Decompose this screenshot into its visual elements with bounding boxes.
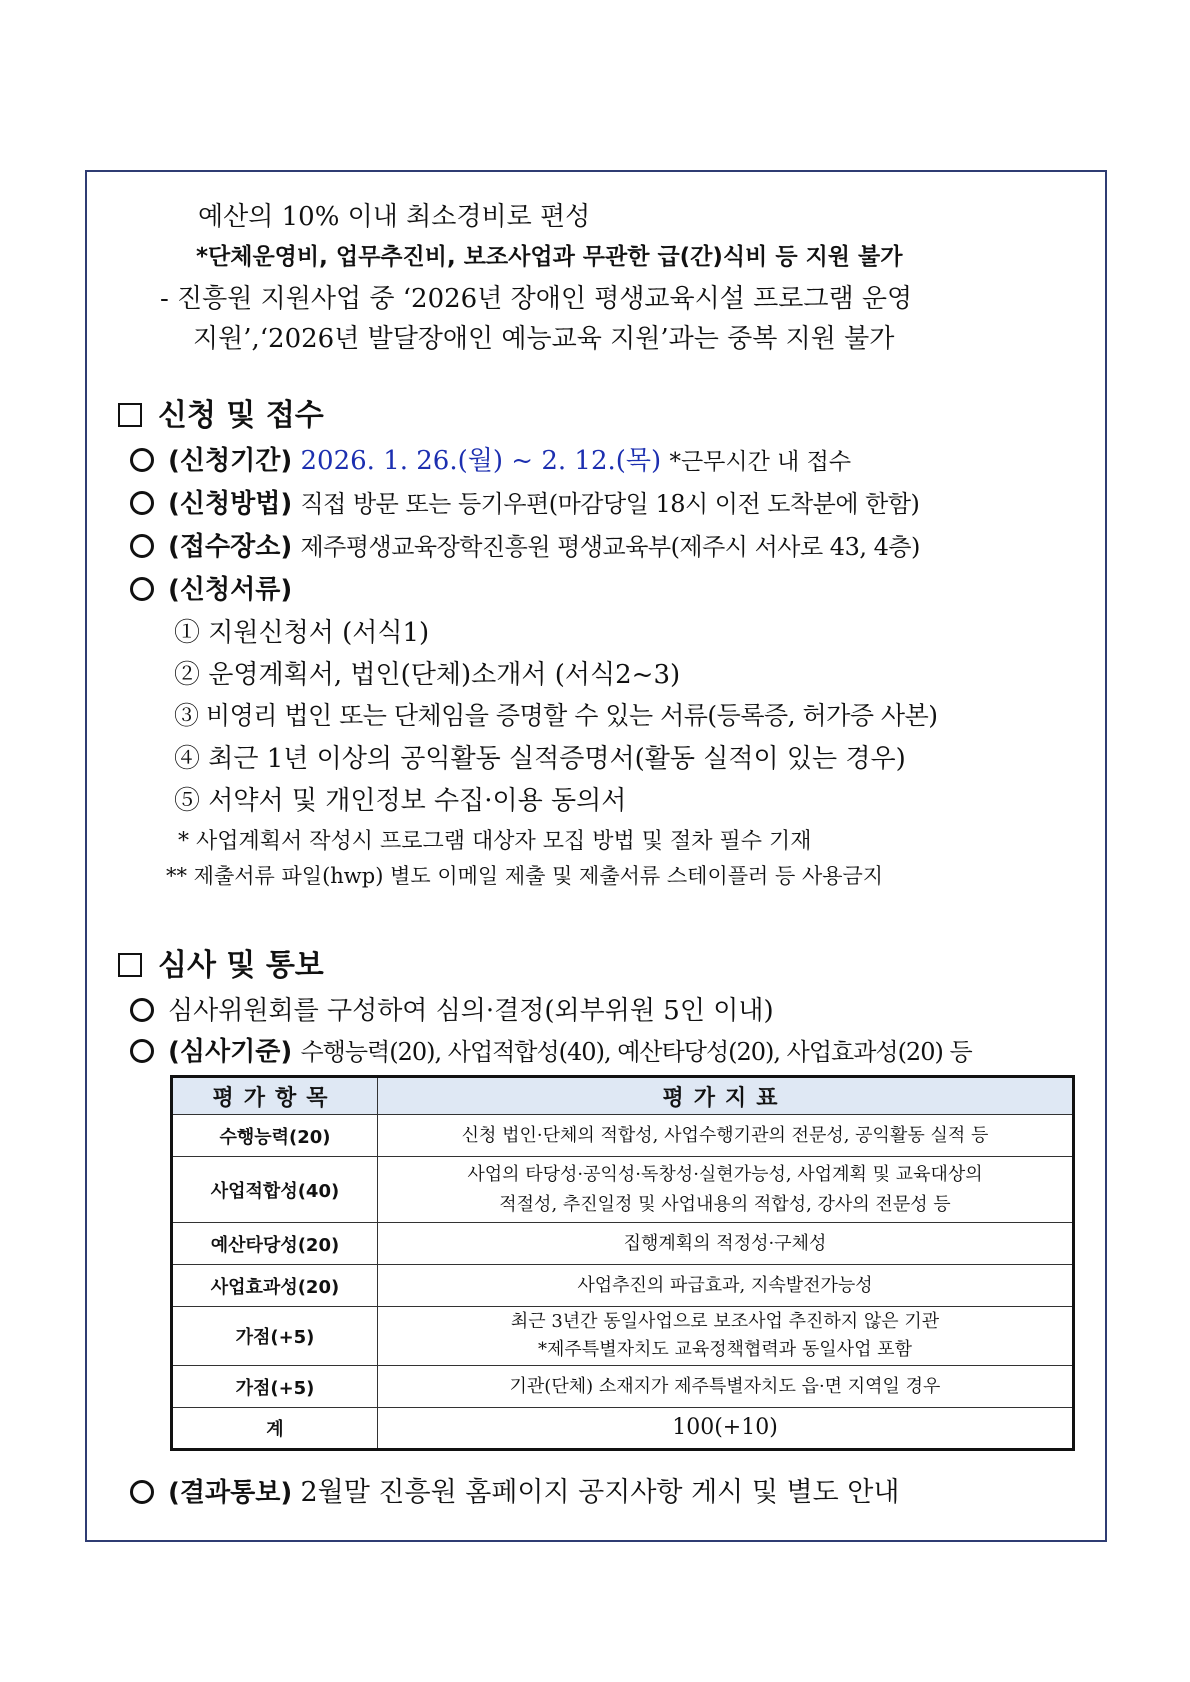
doc-item-5: ⑤ 서약서 및 개인정보 수집·이용 동의서 [174, 786, 627, 816]
duplicate-line-1: - 진흥원 지원사업 중 ‘2026년 장애인 평생교육시설 프로그램 운영 [160, 284, 913, 314]
checkbox-square-icon [118, 953, 142, 977]
table-row [172, 1307, 1074, 1366]
table-header-indicator: 평가지표 [378, 1077, 1074, 1115]
apply-docs-label: (신청서류) [168, 575, 293, 605]
doc-item-4: ④ 최근 1년 이상의 공익활동 실적증명서(활동 실적이 있는 경우) [174, 744, 906, 774]
review-result [130, 1470, 899, 1509]
table-cell-desc [378, 1307, 1074, 1366]
review-committee-text: 심사위원회를 구성하여 심의·결정(외부위원 5인 이내) [168, 996, 774, 1026]
table-cell-desc-line: 최근 3년간 동일사업으로 보조사업 추진하지 않은 기관 [510, 1311, 940, 1332]
checkbox-square-icon [118, 403, 142, 427]
table-cell-item: 사업효과성(20) [172, 1265, 378, 1307]
table-cell-desc-line: 집행계획의 적정성·구체성 [623, 1232, 827, 1254]
table-cell-desc-line: 사업추진의 파급효과, 지속발전가능성 [577, 1274, 873, 1296]
table-row [172, 1223, 1074, 1265]
docs-note-1: * 사업계획서 작성시 프로그램 대상자 모집 방법 및 절차 필수 기재 [178, 829, 812, 854]
apply-period-value: 2026. 1. 26.(월) ~ 2. 12.(목) [300, 446, 662, 476]
doc-item-2: ② 운영계획서, 법인(단체)소개서 (서식2~3) [174, 660, 681, 690]
table-row [172, 1115, 1074, 1157]
circle-bullet-icon [130, 491, 154, 515]
evaluation-table [170, 1075, 1075, 1451]
table-cell-item: 사업적합성(40) [172, 1157, 378, 1223]
section-heading-review-text: 심사 및 통보 [158, 948, 324, 983]
apply-period-label: (신청기간) [168, 446, 293, 476]
circle-bullet-icon [130, 1480, 154, 1504]
table-cell-item: 예산타당성(20) [172, 1223, 378, 1265]
docs-note-2: ** 제출서류 파일(hwp) 별도 이메일 제출 및 제출서류 스테이플러 등 사용금지 [166, 864, 884, 888]
table-cell-desc [378, 1157, 1074, 1223]
table-cell-desc [378, 1265, 1074, 1307]
review-criteria-label: (심사기준) [168, 1037, 293, 1067]
table-cell-desc-line: 신청 법인·단체의 적합성, 사업수행기관의 전문성, 공익활동 실적 등 [461, 1124, 989, 1146]
doc-item-1: ① 지원신청서 (서식1) [174, 618, 430, 648]
review-criteria-value: 수행능력(20), 사업적합성(40), 예산타당성(20), 사업효과성(20) 등 [300, 1038, 972, 1066]
budget-line: 예산의 10% 이내 최소경비로 편성 [198, 202, 591, 232]
table-cell-desc-line: 기관(단체) 소재지가 제주특별자치도 읍·면 지역일 경우 [509, 1375, 941, 1397]
doc-item-3: ③ 비영리 법인 또는 단체임을 증명할 수 있는 서류(등록증, 허가증 사본) [174, 701, 938, 730]
duplicate-line-2: 지원’,‘2026년 발달장애인 예능교육 지원’과는 중복 지원 불가 [193, 324, 895, 354]
table-cell-desc-line: 적절성, 추진일정 및 사업내용의 적합성, 강사의 전문성 등 [499, 1193, 951, 1215]
table-row [172, 1366, 1074, 1408]
circle-bullet-icon [130, 577, 154, 601]
section-heading-apply [118, 390, 324, 434]
apply-period [130, 440, 851, 477]
review-criteria [130, 1031, 972, 1068]
circle-bullet-icon [130, 448, 154, 472]
table-cell-desc [378, 1115, 1074, 1157]
apply-docs [130, 569, 292, 606]
apply-method-label: (신청방법) [168, 489, 293, 519]
table-total-label: 계 [172, 1408, 378, 1450]
apply-place-label: (접수장소) [168, 532, 293, 562]
apply-method-value: 직접 방문 또는 등기우편(마감당일 18시 이전 도착분에 한함) [300, 490, 920, 518]
circle-bullet-icon [130, 998, 154, 1022]
apply-period-note: *근무시간 내 접수 [669, 449, 852, 475]
table-cell-desc [378, 1223, 1074, 1265]
table-cell-item: 가점(+5) [172, 1366, 378, 1408]
table-row [172, 1265, 1074, 1307]
table-cell-item: 가점(+5) [172, 1307, 378, 1366]
table-cell-item: 수행능력(20) [172, 1115, 378, 1157]
apply-method [130, 483, 919, 520]
budget-note: *단체운영비, 업무추진비, 보조사업과 무관한 급(간)식비 등 지원 불가 [196, 244, 903, 270]
apply-place [130, 526, 920, 563]
circle-bullet-icon [130, 1039, 154, 1063]
apply-place-value: 제주평생교육장학진흥원 평생교육부(제주시 서사로 43, 4층) [300, 533, 920, 561]
circle-bullet-icon [130, 534, 154, 558]
table-header-item: 평가항목 [172, 1077, 378, 1115]
table-cell-desc [378, 1366, 1074, 1408]
table-cell-desc-line: *제주특별자치도 교육정책협력과 동일사업 포함 [538, 1339, 912, 1360]
table-row [172, 1157, 1074, 1223]
table-cell-desc-line: 사업의 타당성·공익성·독창성·실현가능성, 사업계획 및 교육대상의 [467, 1163, 983, 1185]
review-committee [130, 990, 774, 1027]
review-result-value: 2월말 진흥원 홈페이지 공지사항 게시 및 별도 안내 [300, 1477, 900, 1508]
section-heading-apply-text: 신청 및 접수 [158, 398, 324, 433]
section-heading-review [118, 940, 324, 984]
table-total-value: 100(+10) [378, 1408, 1074, 1450]
review-result-label: (결과통보) [168, 1478, 293, 1508]
table-total-row [172, 1408, 1074, 1450]
